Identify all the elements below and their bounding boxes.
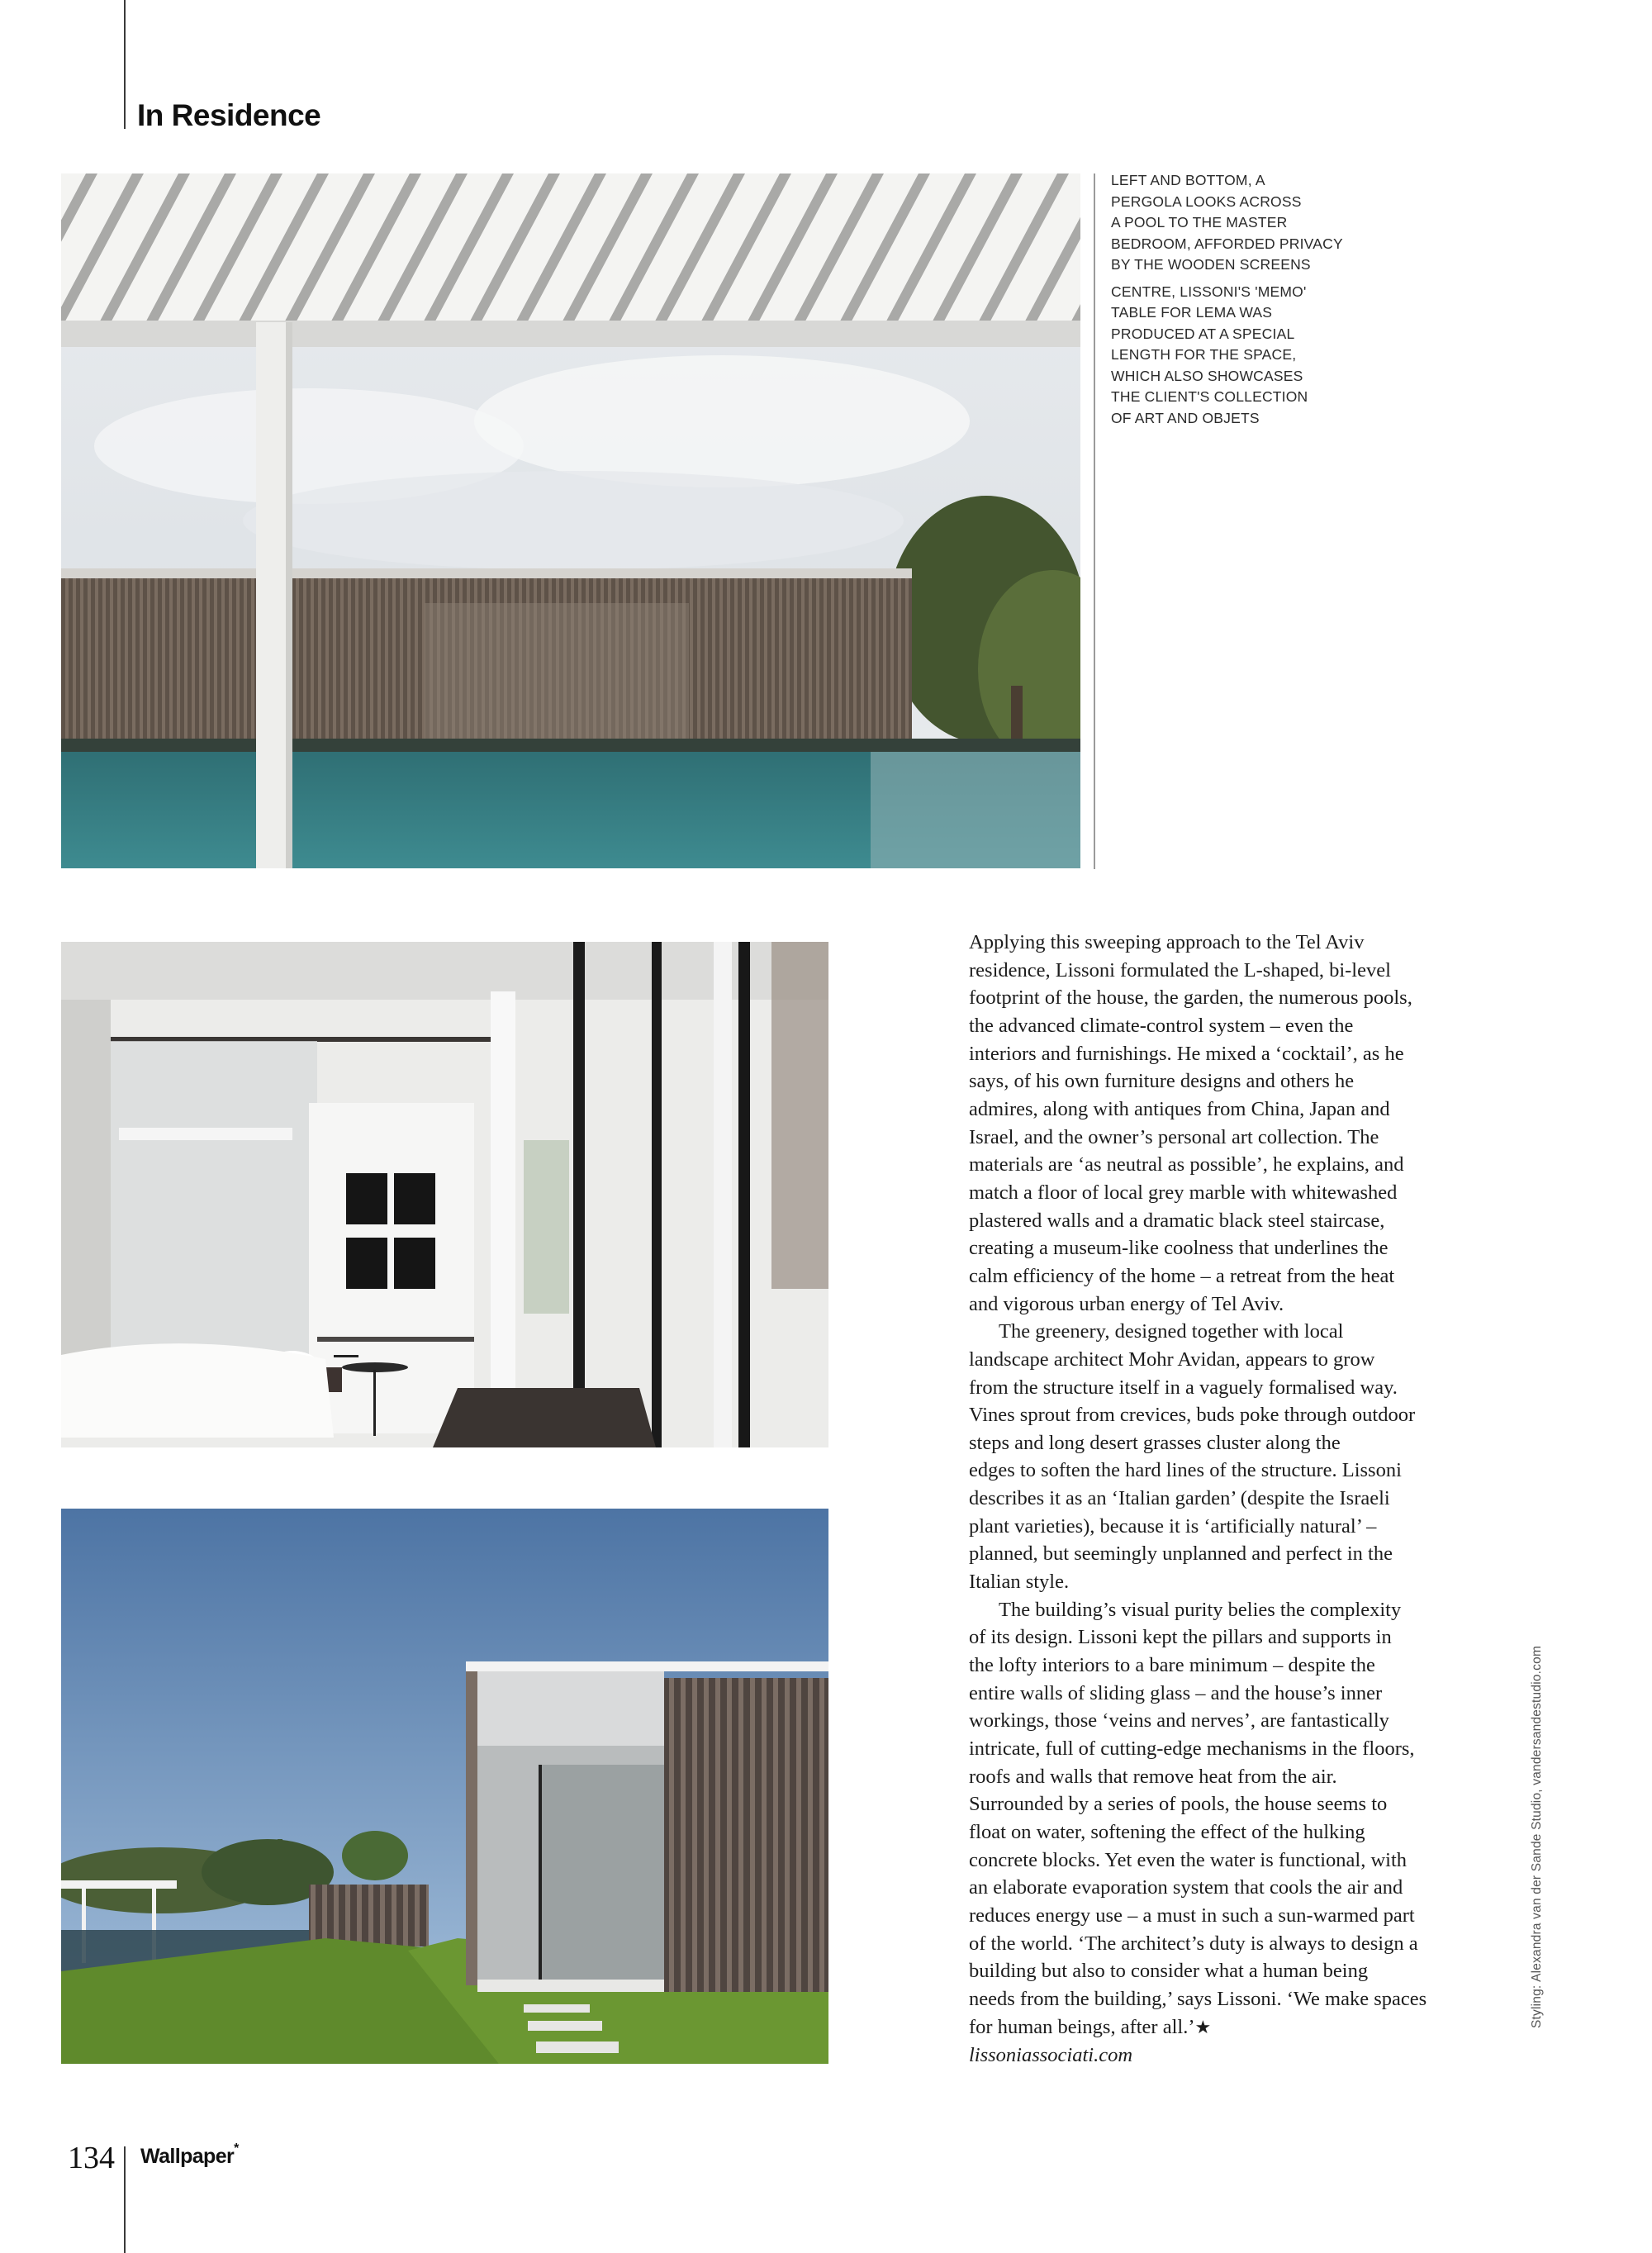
article-line-text: from the structure itself in a vaguely formalised way. <box>969 1376 1398 1399</box>
caption-rule <box>1094 173 1095 869</box>
section-title: In Residence <box>137 98 321 132</box>
header-rule <box>124 0 126 129</box>
article-line <box>969 929 1398 957</box>
article-line <box>969 1902 1415 1930</box>
photo-garden-exterior <box>61 1509 828 2064</box>
photo-caption <box>1111 170 1384 435</box>
article-line-text: an elaborate evaporation system that cools the air and <box>969 1876 1403 1899</box>
article-line-text: materials are ‘as neutral as possible’, he explains, and <box>969 1153 1404 1176</box>
article-line-text: footprint of the house, the garden, the numerous pools, <box>969 986 1412 1010</box>
garden-exterior-image <box>61 1509 828 2064</box>
article-line <box>969 1735 1415 1763</box>
article-line <box>969 1179 1398 1207</box>
article-line-text: Israel, and the owner’s personal art collection. The <box>969 1125 1379 1148</box>
caption-line: THE CLIENT'S COLLECTION <box>1111 388 1308 405</box>
article-line <box>969 1457 1402 1485</box>
article-line-text: intricate, full of cutting-edge mechanisms in the floors, <box>969 1737 1415 1761</box>
article-line <box>969 1763 1398 1791</box>
article-line <box>969 1429 1398 1457</box>
article-line-text: describes it as an ‘Italian garden’ (despite the Israeli <box>969 1487 1390 1510</box>
article-line-text: for human beings, after all.’ <box>969 2015 1195 2038</box>
article-line-text: building but also to consider what a human being <box>969 1960 1369 1983</box>
masthead-asterisk: * <box>234 2141 239 2156</box>
article-line <box>969 1790 1398 1818</box>
footer-rule <box>124 2146 126 2253</box>
article-line-text: the lofty interiors to a bare minimum – despite the <box>969 1654 1375 1677</box>
page-number: 134 <box>68 2141 115 2175</box>
article-line-text: Surrounded by a series of pools, the house seems to <box>969 1793 1388 1816</box>
article-line-text: Applying this sweeping approach to the Tel Aviv <box>969 931 1365 953</box>
article-line-text: The building’s visual purity belies the complexity <box>999 1598 1402 1621</box>
photo-living-room <box>61 942 828 1447</box>
article-line <box>969 1540 1398 1568</box>
article-line <box>969 1346 1398 1374</box>
article-line-text: landscape architect Mohr Avidan, appears to grow <box>969 1348 1375 1371</box>
article-line <box>969 1124 1398 1152</box>
article-line <box>969 1012 1398 1040</box>
caption-line: WHICH ALSO SHOWCASES <box>1111 367 1303 384</box>
article-line-text: calm efficiency of the home – a retreat from the heat <box>969 1264 1395 1287</box>
article-line-text: of the world. ‘The architect’s duty is always to design a <box>969 1932 1418 1955</box>
article-line <box>969 1568 1398 1596</box>
masthead-name: Wallpaper <box>140 2145 235 2168</box>
article-line <box>969 1513 1398 1541</box>
caption-line: PRODUCED AT A SPECIAL <box>1111 325 1295 342</box>
article-line-text: plant varieties), because it is ‘artificially natural’ – <box>969 1514 1377 1538</box>
article-line-text: match a floor of local grey marble with whitewashed <box>969 1181 1398 1204</box>
article-line-text: creating a museum-like coolness that underlines the <box>969 1237 1389 1260</box>
article-line-text: plastered walls and a dramatic black steel staircase, <box>969 1209 1385 1232</box>
caption-block-left-bottom <box>1111 170 1384 276</box>
article-line-text: interiors and furnishings. He mixed a ‘cocktail’, as he <box>969 1042 1404 1065</box>
article-line <box>969 1680 1398 1708</box>
article-line-text: reduces energy use – a must in such a sun-warmed part <box>969 1904 1415 1927</box>
caption-line: CENTRE, LISSONI'S 'MEMO' <box>1111 283 1307 300</box>
living-room-image <box>61 942 828 1447</box>
article-line <box>969 1262 1398 1290</box>
article-line <box>969 1652 1398 1680</box>
caption-line: LEFT AND BOTTOM, A <box>1111 172 1265 188</box>
article-line-text: needs from the building,’ says Lissoni. ‘We make spaces <box>969 1987 1427 2010</box>
pergola-pool-image <box>61 173 1080 868</box>
article-line <box>969 1847 1408 1875</box>
article-line <box>969 1596 1402 1624</box>
article-line <box>969 1707 1398 1735</box>
article-line-text: admires, along with antiques from China, Japan and <box>969 1097 1390 1120</box>
article-line-text: float on water, softening the effect of the hulking <box>969 1821 1365 1843</box>
caption-line: BY THE WOODEN SCREENS <box>1111 256 1311 273</box>
caption-line: A POOL TO THE MASTER <box>1111 214 1288 231</box>
caption-line: BEDROOM, AFFORDED PRIVACY <box>1111 235 1343 252</box>
article-line <box>969 1067 1398 1096</box>
article-line-text: steps and long desert grasses cluster along the <box>969 1431 1341 1454</box>
article-line <box>969 1096 1398 1124</box>
article-line-text: and vigorous urban energy of Tel Aviv. <box>969 1292 1284 1315</box>
article-line-text: concrete blocks. Yet even the water is functional, with <box>969 1848 1408 1871</box>
article-line <box>969 1957 1398 1985</box>
article-line <box>969 1985 1427 2013</box>
caption-block-centre <box>1111 282 1384 430</box>
article-line-text: roofs and walls that remove heat from the air. <box>969 1765 1337 1788</box>
article-line-text: Vines sprout from crevices, buds poke through outdoor <box>969 1404 1416 1427</box>
article-line-text: planned, but seemingly unplanned and perfect in the <box>969 1542 1393 1566</box>
caption-line: OF ART AND OBJETS <box>1111 409 1260 426</box>
article-line <box>969 1151 1404 1179</box>
article-line-text: Italian style. <box>969 1571 1070 1594</box>
end-mark-icon: ★ <box>1194 2017 1212 2038</box>
article-line <box>969 1290 1398 1319</box>
article-line-text: says, of his own furniture designs and others he <box>969 1070 1355 1093</box>
masthead-logo <box>140 2141 239 2169</box>
article-line-text: edges to soften the hard lines of the structure. Lissoni <box>969 1459 1402 1482</box>
article-line <box>969 1040 1404 1068</box>
caption-line: LENGTH FOR THE SPACE, <box>1111 346 1297 363</box>
caption-line: TABLE FOR LEMA WAS <box>1111 304 1273 321</box>
caption-line: PERGOLA LOOKS ACROSS <box>1111 193 1302 210</box>
article-line-text: workings, those ‘veins and nerves’, are fantastically <box>969 1709 1389 1733</box>
article-line <box>969 1623 1398 1652</box>
website-link[interactable]: lissoniassociati.com <box>969 2044 1133 2067</box>
article-line <box>969 1234 1398 1262</box>
article-line-text: entire walls of sliding glass – and the house’s inner <box>969 1681 1383 1704</box>
photo-pergola-pool <box>61 173 1080 868</box>
article-body <box>969 929 1427 2070</box>
article-line-text: of its design. Lissoni kept the pillars and supports in <box>969 1626 1392 1649</box>
article-line <box>969 2013 1398 2042</box>
article-line <box>969 1207 1398 1235</box>
article-line <box>969 957 1398 985</box>
article-line <box>969 1874 1403 1902</box>
article-line <box>969 1318 1398 1346</box>
article-line-text: The greenery, designed together with local <box>999 1320 1344 1343</box>
photo-credit: Styling: Alexandra van der Sande Studio, vandersandestudio.com <box>1530 1645 1544 2028</box>
article-line-text: residence, Lissoni formulated the L-shaped, bi-level <box>969 958 1391 982</box>
article-line <box>969 1374 1398 1402</box>
article-line <box>969 984 1412 1012</box>
article-line-text: the advanced climate-control system – even the <box>969 1014 1354 1037</box>
article-line <box>969 1818 1398 1847</box>
article-line <box>969 1930 1418 1958</box>
article-line <box>969 1401 1416 1429</box>
article-line <box>969 1485 1398 1513</box>
